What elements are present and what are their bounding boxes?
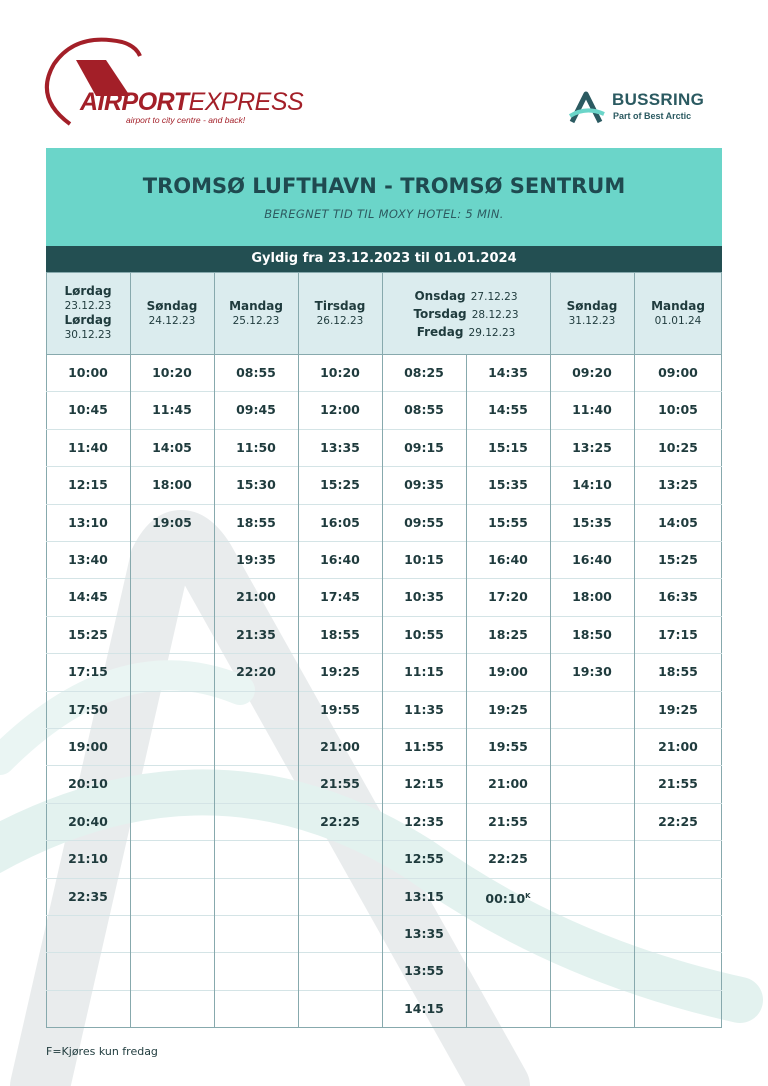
departure-time: 19:55 (320, 701, 360, 717)
column-header-7: Mandag 01.01.24 (651, 298, 705, 327)
departure-time: 12:15 (68, 477, 108, 493)
route-subtitle: BEREGNET TID TIL MOXY HOTEL: 5 MIN. (264, 207, 504, 221)
departure-time: 20:10 (68, 776, 108, 792)
departure-time: 11:40 (572, 402, 612, 418)
column-header-3: Mandag 25.12.23 (229, 298, 283, 327)
column-header-1: Lørdag 23.12.23 Lørdag 30.12.23 (64, 284, 112, 341)
departure-time: 14:05 (152, 439, 192, 455)
departure-time: 16:35 (658, 589, 698, 605)
departure-time: 11:55 (404, 739, 444, 754)
departure-time: 13:35 (404, 926, 444, 941)
departure-time: 11:40 (68, 439, 108, 455)
column-divider (382, 272, 383, 1028)
row-divider (46, 466, 722, 467)
departure-time: 18:55 (658, 664, 698, 680)
column-divider (214, 272, 215, 1028)
departure-time: 12:35 (404, 813, 444, 829)
departure-time: 12:15 (404, 776, 444, 792)
departure-time: 21:00 (236, 589, 276, 605)
row-divider (46, 429, 722, 430)
departure-time: 21:55 (658, 776, 698, 792)
departure-time: 21:55 (320, 776, 360, 792)
departure-time: 14:15 (404, 1000, 444, 1016)
departure-time: 13:10 (68, 514, 108, 530)
departure-time: 10:05 (658, 402, 698, 418)
departure-time: 19:25 (488, 701, 528, 717)
departure-time: 17:15 (68, 664, 108, 680)
departure-time: 16:40 (572, 552, 612, 567)
departure-time: 12:00 (320, 402, 360, 418)
route-title: TROMSØ LUFTHAVN - TROMSØ SENTRUM (142, 174, 626, 198)
column-divider (466, 354, 467, 1028)
departure-time: 21:55 (488, 813, 528, 829)
departure-time: 10:35 (404, 589, 444, 605)
departure-time: 17:15 (658, 626, 698, 642)
departure-time: 13:15 (404, 888, 444, 904)
departure-time: 22:35 (68, 888, 108, 904)
departure-time: 10:45 (68, 402, 108, 418)
departure-time: 19:25 (320, 664, 360, 680)
departure-time: 15:25 (68, 626, 108, 642)
departure-time: 15:55 (488, 514, 528, 530)
departure-time: 19:25 (658, 701, 698, 717)
departure-time: 14:55 (488, 402, 528, 418)
departure-time: 11:15 (404, 664, 444, 680)
departure-time: 13:35 (320, 439, 360, 455)
departure-time: $00:10^K$ (485, 890, 531, 906)
departure-time: 21:00 (320, 739, 360, 754)
row-divider (46, 541, 722, 542)
departure-time: 13:25 (572, 439, 612, 455)
departure-time: 19:35 (236, 552, 276, 567)
departure-time: 13:25 (658, 477, 698, 493)
departure-time: 10:20 (320, 365, 360, 380)
departure-time: 18:00 (572, 589, 612, 605)
column-header-6: Søndag 31.12.23 (566, 298, 618, 327)
departure-time: 22:25 (658, 813, 698, 829)
departure-time: 10:55 (404, 626, 444, 642)
bussring-wordmark: BUSSRING (612, 90, 705, 109)
departure-time: 09:45 (236, 402, 276, 418)
departure-time: 22:25 (488, 851, 528, 867)
departure-time: 19:00 (68, 739, 108, 754)
departure-time: 15:15 (488, 439, 528, 455)
row-divider (46, 691, 722, 692)
departure-time: 19:55 (488, 739, 528, 754)
airport-express-tagline: airport to city centre - and back! (126, 115, 246, 125)
departure-time: 18:55 (320, 626, 360, 642)
departure-time: 11:50 (236, 439, 276, 455)
departure-time: 21:00 (658, 739, 698, 754)
departure-time: 18:25 (488, 626, 528, 642)
departure-time: 09:20 (572, 365, 612, 380)
row-divider (46, 990, 722, 991)
column-header-4: Tirsdag 26.12.23 (314, 298, 366, 327)
departure-time: 14:45 (68, 589, 108, 605)
departure-time: 22:25 (320, 813, 360, 829)
departure-time: 14:05 (658, 514, 698, 530)
departure-time: 14:35 (488, 365, 528, 380)
row-divider (46, 915, 722, 916)
departure-time: 13:55 (404, 963, 444, 979)
departure-time: 08:55 (236, 365, 276, 380)
departure-time: 17:50 (68, 701, 108, 717)
row-divider (46, 578, 722, 579)
departure-time: 15:35 (488, 477, 528, 493)
departure-time: 09:55 (404, 514, 444, 530)
row-divider (46, 765, 722, 766)
row-divider (46, 728, 722, 729)
bussring-icon (568, 90, 606, 126)
validity-bar: Gyldig fra 23.12.2023 til 01.01.2024 (46, 246, 722, 272)
column-header-5: Onsdag 27.12.23 Torsdag 28.12.23 Fredag 29.12.23 (413, 289, 519, 339)
header-divider (46, 354, 722, 355)
route-header (46, 148, 722, 246)
departure-time: 14:10 (572, 477, 612, 493)
row-divider (46, 840, 722, 841)
departure-time: 15:30 (236, 477, 276, 493)
departure-time: 09:00 (658, 365, 698, 380)
departure-time: 16:05 (320, 514, 360, 530)
departure-time: 16:40 (320, 552, 360, 567)
column-divider (130, 272, 131, 1028)
row-divider (46, 504, 722, 505)
column-header-2: Søndag 24.12.23 (146, 298, 198, 327)
row-divider (46, 616, 722, 617)
departure-time: 10:20 (152, 365, 192, 380)
departure-time: 18:55 (236, 514, 276, 530)
departure-time: 09:35 (404, 477, 444, 493)
airport-express-logo (40, 36, 310, 132)
column-divider (298, 272, 299, 1028)
column-divider (550, 272, 551, 1028)
row-divider (46, 653, 722, 654)
row-divider (46, 952, 722, 953)
departure-time: 15:35 (572, 514, 612, 530)
bussring-subtitle: Part of Best Arctic (613, 111, 692, 121)
departure-time: 19:05 (152, 514, 192, 530)
row-divider (46, 391, 722, 392)
row-divider (46, 803, 722, 804)
column-divider (634, 272, 635, 1028)
airport-express-wordmark: AIRPORTEXPRESS (80, 88, 304, 116)
departure-time: 22:20 (236, 664, 276, 680)
departure-time: 09:15 (404, 439, 444, 455)
departure-time: 17:45 (320, 589, 360, 605)
departure-time: 11:45 (152, 402, 192, 418)
departure-time: 18:00 (152, 477, 192, 493)
departure-time: 17:20 (488, 589, 528, 605)
departure-time: 10:00 (68, 365, 108, 380)
footnote: F=Kjøres kun fredag (46, 1045, 158, 1058)
departure-time: 12:55 (404, 851, 444, 867)
departure-time: 08:55 (404, 402, 444, 418)
timetable (46, 272, 722, 1028)
departure-time: 20:40 (68, 813, 108, 829)
bussring-logo (568, 88, 738, 128)
departure-time: 16:40 (488, 552, 528, 567)
departure-time: 15:25 (658, 552, 698, 567)
departure-time: 19:00 (488, 664, 528, 680)
row-divider (46, 878, 722, 879)
departure-time: 21:10 (68, 851, 108, 867)
departure-time: 21:00 (488, 776, 528, 792)
departure-time: 08:25 (404, 365, 444, 380)
departure-time: 15:25 (320, 477, 360, 493)
departure-time: 11:35 (404, 701, 444, 717)
departure-time: 10:25 (658, 439, 698, 455)
departure-time: 18:50 (572, 626, 612, 642)
departure-time: 21:35 (236, 626, 276, 642)
departure-time: 19:30 (572, 664, 612, 680)
departure-time: 13:40 (68, 552, 108, 567)
departure-time: 10:15 (404, 552, 444, 567)
friday-only-marker: K (525, 891, 531, 900)
